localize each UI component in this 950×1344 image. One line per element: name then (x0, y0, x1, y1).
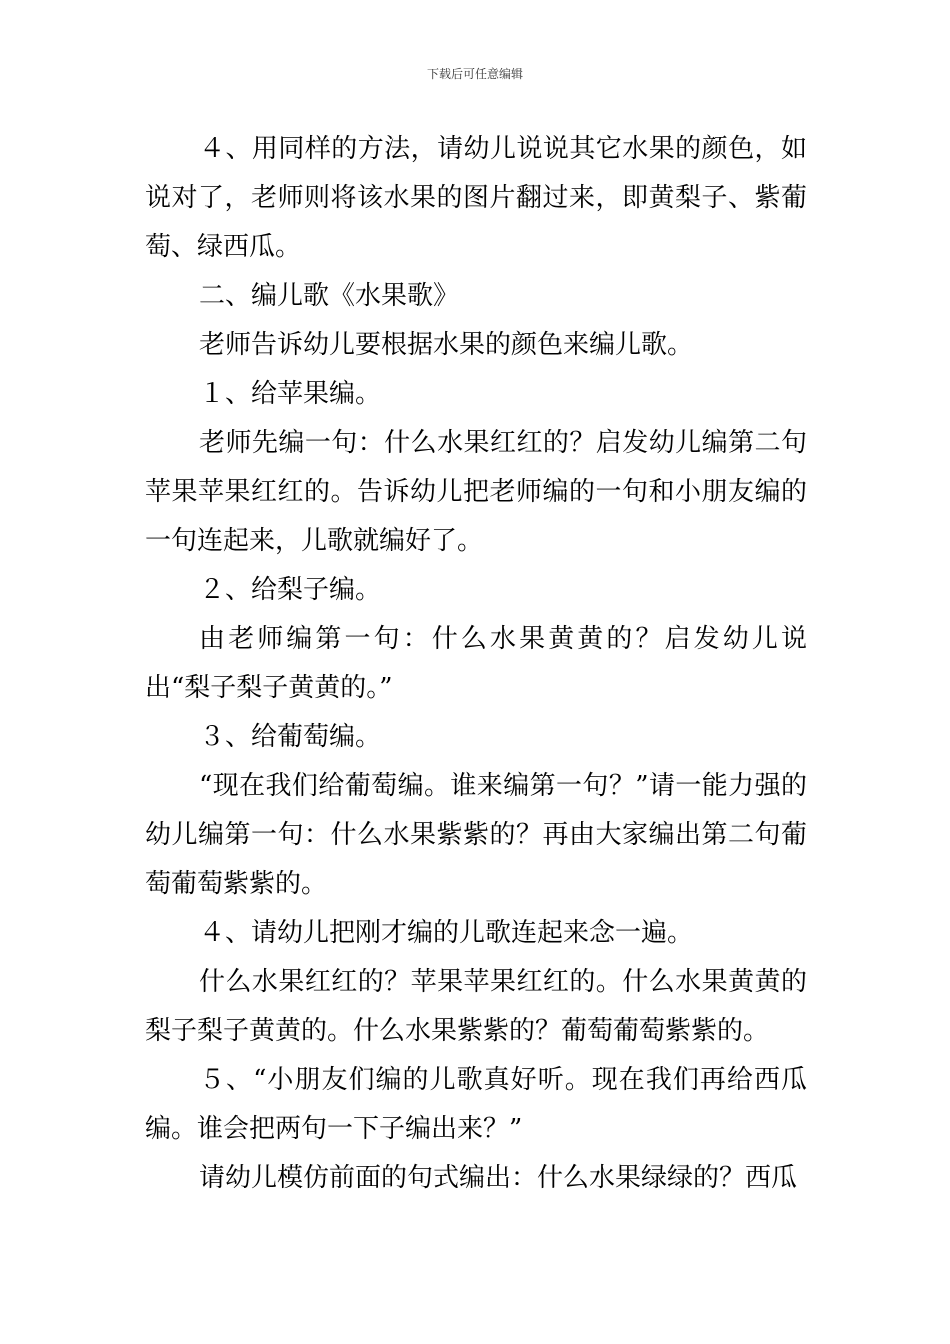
paragraph-13: 请幼儿模仿前面的句式编出：什么水果绿绿的？西瓜 (199, 1163, 798, 1193)
document-body (145, 125, 807, 1203)
paragraph-11: 什么水果红红的？苹果苹果红红的。什么水果黄黄的梨子梨子黄黄的。什么水果紫紫的？葡萄葡萄紫紫的。 (145, 967, 807, 1046)
page-header: 下载后可任意编辑 (426, 67, 523, 81)
paragraph-5: 老师先编一句：什么水果红红的？启发幼儿编第二句苹果苹果红红的。告诉幼儿把老师编的一句和小朋友编的一句连起来，儿歌就编好了。 (145, 428, 807, 556)
paragraph-9: “现在我们给葡萄编。谁来编第一句？”请一能力强的幼儿编第一句：什么水果紫紫的？再由大家编出第二句葡萄葡萄紫紫的。 (145, 771, 807, 899)
step-heading-pear: ２、给梨子编。 (199, 575, 382, 605)
step-heading-recite: ４、请幼儿把刚才编的儿歌连起来念一遍。 (199, 918, 694, 948)
step-heading-grape: ３、给葡萄编。 (199, 722, 382, 752)
step-heading-apple: １、给苹果编。 (199, 379, 382, 409)
section-heading-2: 二、编儿歌《水果歌》 (199, 281, 460, 311)
paragraph-1: ４、用同样的方法，请幼儿说说其它水果的颜色，如说对了，老师则将该水果的图片翻过来，即黄梨子、紫葡萄、绿西瓜。 (145, 134, 807, 262)
paragraph-7: 由老师编第一句：什么水果黄黄的？启发幼儿说出“梨子梨子黄黄的。” (145, 624, 807, 703)
paragraph-12: ５、“小朋友们编的儿歌真好听。现在我们再给西瓜编。谁会把两句一下子编出来？” (145, 1065, 807, 1144)
paragraph-3: 老师告诉幼儿要根据水果的颜色来编儿歌。 (199, 330, 694, 360)
